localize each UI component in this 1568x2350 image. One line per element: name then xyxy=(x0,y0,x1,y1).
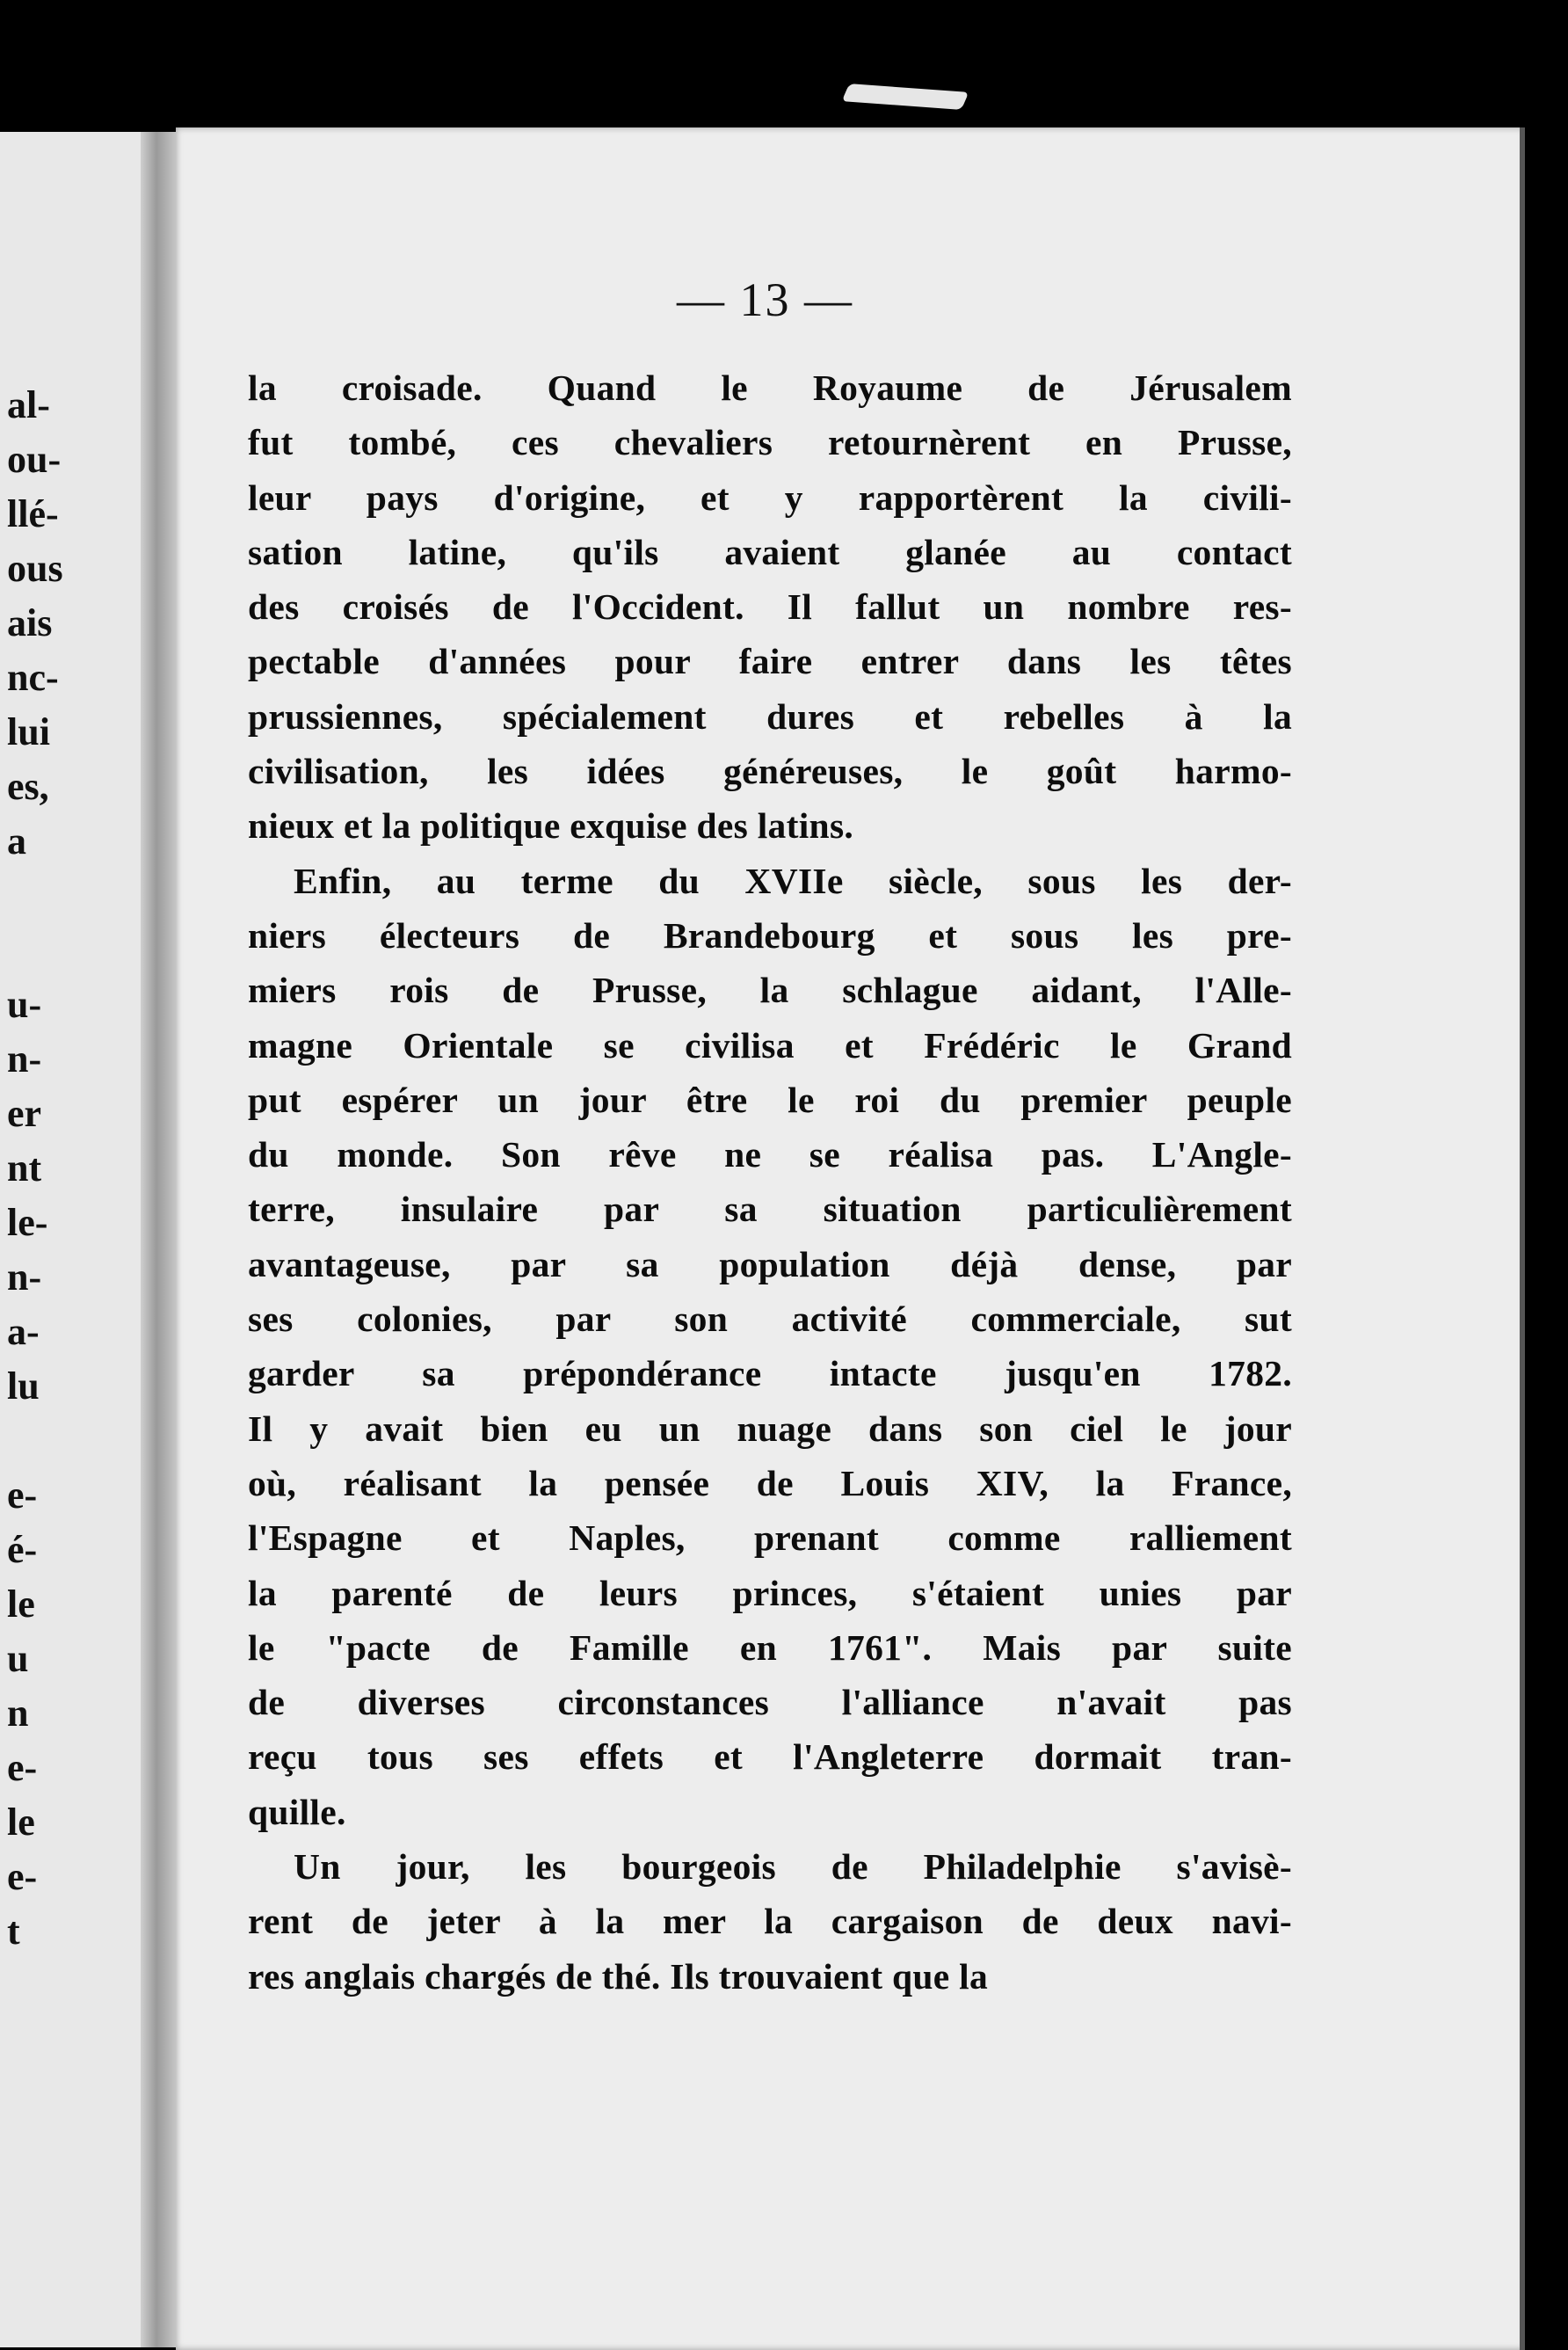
facing-page-fragment: le- xyxy=(7,1201,48,1244)
facing-page-fragment: a- xyxy=(7,1310,40,1353)
text-line: Enfin, au terme du XVIIe siècle, sous les der- xyxy=(294,860,1292,901)
text-line: ses colonies, par son activité commerciale, sut xyxy=(248,1299,1292,1340)
facing-page-fragment: n- xyxy=(7,1037,42,1080)
facing-page-fragment: nt xyxy=(7,1146,42,1190)
facing-page-fragment: u- xyxy=(7,983,42,1026)
facing-page-fragment: er xyxy=(7,1092,42,1135)
text-line: nieux et la politique exquise des latins. xyxy=(248,805,854,847)
facing-page-fragment: ais xyxy=(7,601,53,644)
page-number: — 13 — xyxy=(677,273,853,326)
text-line: leur pays d'origine, et y rapportèrent la civili- xyxy=(248,477,1292,518)
scan-artifact xyxy=(842,84,969,110)
text-line: fut tombé, ces chevaliers retournèrent en Prusse, xyxy=(248,422,1292,463)
text-line: terre, insulaire par sa situation particulièrement xyxy=(248,1189,1292,1230)
facing-page-fragment: a xyxy=(7,819,26,862)
facing-page-fragment: llé- xyxy=(7,492,59,535)
facing-page-fragment: é- xyxy=(7,1528,38,1571)
text-line: le "pacte de Famille en 1761". Mais par suite xyxy=(248,1626,1292,1668)
facing-page-fragment: e- xyxy=(7,1473,38,1517)
facing-page-fragment: n- xyxy=(7,1255,42,1299)
facing-page-fragment xyxy=(0,1414,149,1468)
facing-page-fragment xyxy=(0,923,149,978)
text-line: reçu tous ses effets et l'Angleterre dormait tran- xyxy=(248,1736,1292,1778)
facing-page-fragment: e- xyxy=(7,1855,38,1898)
page-edge xyxy=(1520,127,1525,2350)
text-line: sation latine, qu'ils avaient glanée au contact xyxy=(248,531,1292,572)
text-line: civilisation, les idées généreuses, le goût harmo- xyxy=(248,751,1292,792)
facing-page-fragment: e- xyxy=(7,1746,38,1789)
text-line: Un jour, les bourgeois de Philadelphie s'avisè- xyxy=(294,1846,1292,1888)
text-line: put espérer un jour être le roi du premier peuple xyxy=(248,1079,1292,1120)
text-line: pectable d'années pour faire entrer dans les têtes xyxy=(248,641,1292,682)
text-line: du monde. Son rêve ne se réalisa pas. L'Angle- xyxy=(248,1134,1292,1175)
text-line: magne Orientale se civilisa et Frédéric le Grand xyxy=(248,1024,1292,1066)
facing-page-fragment: ous xyxy=(7,547,63,590)
facing-page-fragment: es, xyxy=(7,765,49,808)
page-body-text xyxy=(248,360,1292,2004)
text-line: prussiennes, spécialement dures et rebelles à la xyxy=(248,695,1292,737)
text-line: de diverses circonstances l'alliance n'avait pas xyxy=(248,1682,1292,1723)
facing-page-fragment: le xyxy=(7,1801,35,1844)
facing-page-fragment xyxy=(0,869,149,923)
facing-page-fragment: nc- xyxy=(7,656,59,699)
text-line: l'Espagne et Naples, prenant comme ralliement xyxy=(248,1517,1292,1559)
text-line: avantageuse, par sa population déjà dense, par xyxy=(248,1243,1292,1284)
facing-page-fragment: al- xyxy=(7,383,50,426)
text-line: miers rois de Prusse, la schlague aidant, l'Alle- xyxy=(248,970,1292,1011)
text-line: la parenté de leurs princes, s'étaient unies par xyxy=(248,1572,1292,1613)
text-line: res anglais chargés de thé. Ils trouvaient que la xyxy=(248,1955,989,1997)
facing-page-fragment: lui xyxy=(7,710,50,753)
text-line: niers électeurs de Brandebourg et sous les pre- xyxy=(248,914,1292,956)
facing-page-text-fragments xyxy=(0,378,149,1959)
facing-page-fragment: ou- xyxy=(7,438,62,481)
text-line: garder sa prépondérance intacte jusqu'en 1782. xyxy=(248,1353,1292,1394)
text-line: où, réalisant la pensée de Louis XIV, la France, xyxy=(248,1462,1292,1503)
text-line: rent de jeter à la mer la cargaison de deux navi- xyxy=(248,1901,1292,1942)
facing-page-fragment: lu xyxy=(7,1364,40,1408)
facing-page-fragment: le xyxy=(7,1582,35,1626)
facing-page-fragment: n xyxy=(7,1692,29,1735)
facing-page-left xyxy=(0,132,158,2347)
text-line: quille. xyxy=(248,1791,346,1832)
text-line: des croisés de l'Occident. Il fallut un nombre res- xyxy=(248,586,1292,628)
facing-page-fragment: t xyxy=(7,1910,20,1953)
facing-page-fragment: u xyxy=(7,1637,29,1680)
text-line: Il y avait bien eu un nuage dans son ciel le jour xyxy=(248,1408,1292,1449)
text-line: la croisade. Quand le Royaume de Jérusalem xyxy=(248,367,1292,408)
